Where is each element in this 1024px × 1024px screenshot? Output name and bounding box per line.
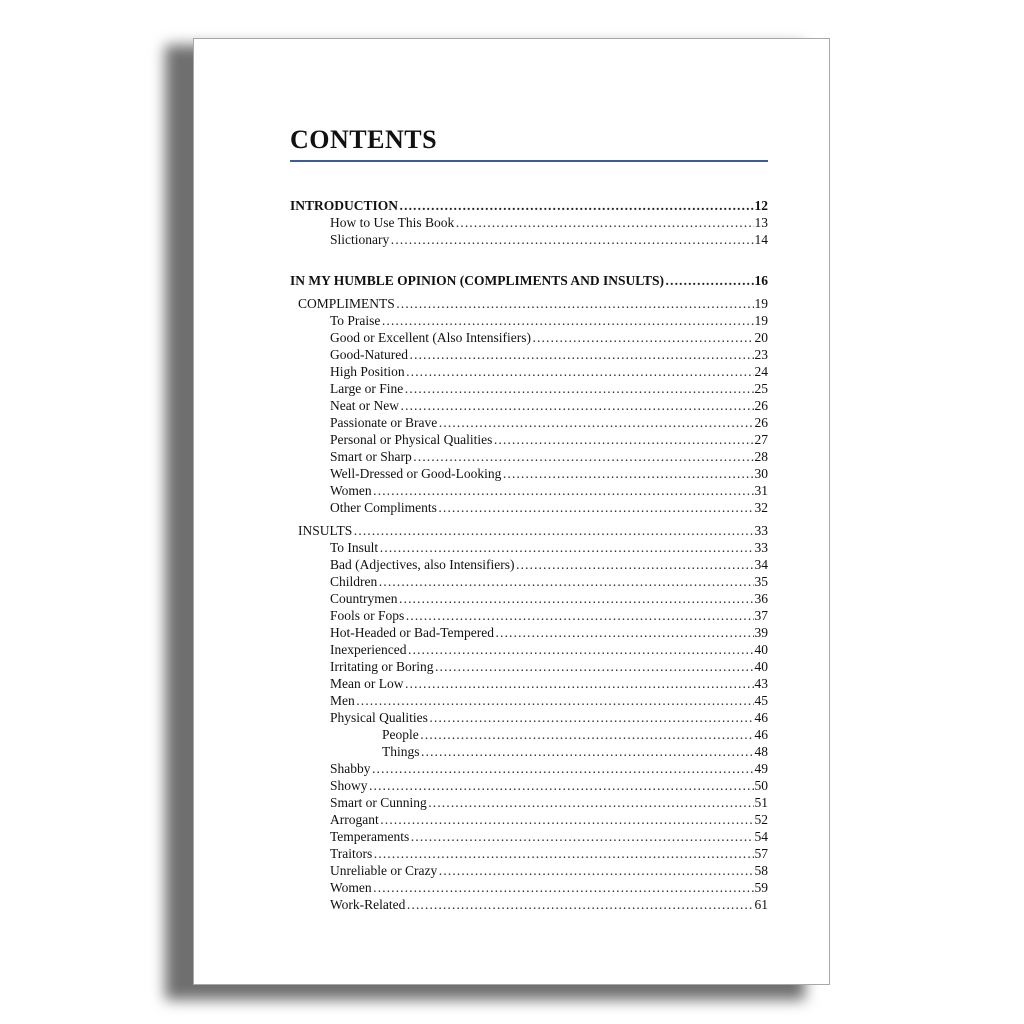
toc-leader-dots xyxy=(495,624,754,641)
toc-leader-dots xyxy=(404,380,753,397)
toc-entry-label: Things xyxy=(382,744,420,759)
toc-entry-page: 43 xyxy=(754,676,768,691)
toc-entry-label: Neat or New xyxy=(330,398,399,413)
toc-entry-page: 50 xyxy=(754,778,768,793)
toc-leader-dots xyxy=(502,465,753,482)
toc-entry[interactable] xyxy=(290,879,768,896)
toc-entry-page: 16 xyxy=(754,273,768,288)
toc-entry[interactable] xyxy=(290,499,768,516)
toc-entry-label: Well-Dressed or Good-Looking xyxy=(330,466,502,481)
toc-leader-dots xyxy=(404,675,753,692)
toc-leader-dots xyxy=(438,414,753,431)
toc-entry[interactable] xyxy=(290,624,768,641)
toc-entry[interactable] xyxy=(290,431,768,448)
toc-leader-dots xyxy=(407,641,753,658)
toc-entry[interactable] xyxy=(290,295,768,312)
toc-entry-page: 28 xyxy=(754,449,768,464)
toc-entry-label: Arrogant xyxy=(330,812,379,827)
toc-entry-page: 54 xyxy=(754,829,768,844)
toc-leader-dots xyxy=(493,431,753,448)
toc-entry-page: 40 xyxy=(754,659,768,674)
toc-leader-dots xyxy=(420,726,754,743)
toc-entry[interactable] xyxy=(290,726,768,743)
toc-leader-dots xyxy=(400,397,754,414)
toc-entry-label: Good-Natured xyxy=(330,347,408,362)
toc-entry-label: Smart or Cunning xyxy=(330,795,427,810)
toc-leader-dots xyxy=(409,346,754,363)
toc-entry-page: 52 xyxy=(754,812,768,827)
toc-entry-page: 34 xyxy=(754,557,768,572)
toc-leader-dots xyxy=(532,329,754,346)
toc-entry[interactable] xyxy=(290,482,768,499)
toc-leader-dots xyxy=(429,709,754,726)
toc-leader-dots xyxy=(406,363,754,380)
toc-entry[interactable] xyxy=(290,641,768,658)
toc-entry[interactable] xyxy=(290,811,768,828)
toc-leader-dots xyxy=(356,692,754,709)
toc-entry-label: How to Use This Book xyxy=(330,215,455,230)
toc-entry[interactable] xyxy=(290,590,768,607)
toc-entry-label: To Insult xyxy=(330,540,379,555)
toc-entry-label: INTRODUCTION xyxy=(290,198,399,213)
toc-entry[interactable] xyxy=(290,828,768,845)
page-title: CONTENTS xyxy=(290,125,438,154)
toc-entry-label: Work-Related xyxy=(330,897,406,912)
toc-entry-label: INSULTS xyxy=(298,523,353,538)
toc-entry-label: Men xyxy=(330,693,355,708)
toc-entry[interactable] xyxy=(290,777,768,794)
toc-entry[interactable] xyxy=(290,346,768,363)
toc-entry[interactable] xyxy=(290,539,768,556)
toc-entry-page: 31 xyxy=(754,483,768,498)
toc-entry-label: People xyxy=(382,727,419,742)
toc-entry-page: 49 xyxy=(754,761,768,776)
toc-entry-page: 33 xyxy=(754,540,768,555)
toc-entry-page: 12 xyxy=(754,198,768,213)
toc-leader-dots xyxy=(455,214,753,231)
document-page xyxy=(193,38,830,985)
toc-entry-page: 39 xyxy=(754,625,768,640)
toc-entry-page: 48 xyxy=(754,744,768,759)
toc-entry[interactable] xyxy=(290,794,768,811)
toc-entry-label: Women xyxy=(330,880,372,895)
toc-entry-label: High Position xyxy=(330,364,405,379)
toc-entry-page: 36 xyxy=(754,591,768,606)
toc-entry-page: 26 xyxy=(754,415,768,430)
toc-entry-label: Traitors xyxy=(330,846,373,861)
toc-entry-label: IN MY HUMBLE OPINION (COMPLIMENTS AND INSULTS) xyxy=(290,273,665,288)
toc-entry-page: 45 xyxy=(754,693,768,708)
toc-entry[interactable] xyxy=(290,845,768,862)
toc-entry-label: Personal or Physical Qualities xyxy=(330,432,493,447)
toc-leader-dots xyxy=(515,556,753,573)
toc-entry[interactable] xyxy=(290,397,768,414)
toc-entry-page: 26 xyxy=(754,398,768,413)
toc-entry[interactable] xyxy=(290,272,768,289)
toc-entry-page: 46 xyxy=(754,727,768,742)
toc-entry-page: 19 xyxy=(754,296,768,311)
toc-entry[interactable] xyxy=(290,896,768,913)
toc-entry[interactable] xyxy=(290,448,768,465)
toc-entry-label: Mean or Low xyxy=(330,676,404,691)
toc-leader-dots xyxy=(369,777,754,794)
toc-entry-page: 30 xyxy=(754,466,768,481)
toc-entry-page: 32 xyxy=(754,500,768,515)
toc-entry-page: 61 xyxy=(754,897,768,912)
toc-entry-label: Temperaments xyxy=(330,829,410,844)
toc-entry-label: Showy xyxy=(330,778,368,793)
toc-entry-page: 59 xyxy=(754,880,768,895)
toc-entry-label: To Praise xyxy=(330,313,381,328)
toc-entry-page: 33 xyxy=(754,523,768,538)
toc-leader-dots xyxy=(380,811,754,828)
toc-entry[interactable] xyxy=(290,760,768,777)
toc-entry[interactable] xyxy=(290,556,768,573)
toc-entry-label: Smart or Sharp xyxy=(330,449,412,464)
toc-entry-page: 20 xyxy=(754,330,768,345)
toc-entry[interactable] xyxy=(290,658,768,675)
toc-leader-dots xyxy=(438,862,753,879)
toc-entry[interactable] xyxy=(290,329,768,346)
toc-entry-page: 19 xyxy=(754,313,768,328)
toc-leader-dots xyxy=(399,197,753,214)
toc-entry[interactable] xyxy=(290,573,768,590)
toc-entry-label: Large or Fine xyxy=(330,381,404,396)
title-rule xyxy=(290,160,768,162)
toc-entry-label: Unreliable or Crazy xyxy=(330,863,438,878)
toc-entry-label: Countrymen xyxy=(330,591,398,606)
toc-entry-label: Inexperienced xyxy=(330,642,407,657)
toc-entry-label: Bad (Adjectives, also Intensifiers) xyxy=(330,557,515,572)
toc-leader-dots xyxy=(421,743,754,760)
toc-entry-label: Women xyxy=(330,483,372,498)
toc-entry[interactable] xyxy=(290,197,768,214)
toc-entry-page: 13 xyxy=(754,215,768,230)
toc-entry[interactable] xyxy=(290,312,768,329)
toc-leader-dots xyxy=(390,231,753,248)
toc-entry[interactable] xyxy=(290,743,768,760)
toc-entry-page: 51 xyxy=(754,795,768,810)
toc-entry-page: 35 xyxy=(754,574,768,589)
toc-entry-page: 46 xyxy=(754,710,768,725)
toc-entry[interactable] xyxy=(290,380,768,397)
toc-entry-page: 24 xyxy=(754,364,768,379)
toc-entry-label: Good or Excellent (Also Intensifiers) xyxy=(330,330,531,345)
toc-leader-dots xyxy=(410,828,753,845)
toc-leader-dots xyxy=(399,590,754,607)
toc-entry-page: 37 xyxy=(754,608,768,623)
toc-entry-label: Shabby xyxy=(330,761,371,776)
toc-leader-dots xyxy=(396,295,754,312)
toc-leader-dots xyxy=(372,760,754,777)
toc-entry-page: 58 xyxy=(754,863,768,878)
toc-entry-page: 57 xyxy=(754,846,768,861)
toc-leader-dots xyxy=(413,448,754,465)
toc-entry-page: 27 xyxy=(754,432,768,447)
toc-entry-label: COMPLIMENTS xyxy=(298,296,395,311)
toc-entry[interactable] xyxy=(290,607,768,624)
toc-entry[interactable] xyxy=(290,675,768,692)
toc-leader-dots xyxy=(428,794,754,811)
toc-entry[interactable] xyxy=(290,414,768,431)
toc-entry[interactable] xyxy=(290,465,768,482)
table-of-contents xyxy=(290,197,768,913)
toc-entry[interactable] xyxy=(290,862,768,879)
toc-leader-dots xyxy=(665,272,753,289)
toc-leader-dots xyxy=(381,312,753,329)
toc-leader-dots xyxy=(434,658,753,675)
toc-entry-label: Children xyxy=(330,574,378,589)
toc-entry-label: Slictionary xyxy=(330,232,390,247)
toc-leader-dots xyxy=(378,573,753,590)
toc-entry-label: Other Compliments xyxy=(330,500,437,515)
toc-entry[interactable] xyxy=(290,692,768,709)
toc-entry-page: 14 xyxy=(754,232,768,247)
toc-entry-page: 40 xyxy=(754,642,768,657)
toc-leader-dots xyxy=(373,879,754,896)
toc-entry[interactable] xyxy=(290,231,768,248)
toc-leader-dots xyxy=(373,845,753,862)
toc-entry-label: Physical Qualities xyxy=(330,710,428,725)
toc-leader-dots xyxy=(353,522,753,539)
toc-leader-dots xyxy=(438,499,754,516)
toc-entry-page: 25 xyxy=(754,381,768,396)
toc-leader-dots xyxy=(406,896,753,913)
toc-leader-dots xyxy=(379,539,753,556)
toc-entry-page: 23 xyxy=(754,347,768,362)
toc-entry[interactable] xyxy=(290,709,768,726)
toc-leader-dots xyxy=(405,607,753,624)
toc-entry-label: Irritating or Boring xyxy=(330,659,434,674)
toc-entry[interactable] xyxy=(290,363,768,380)
toc-entry-label: Passionate or Brave xyxy=(330,415,438,430)
toc-entry-label: Fools or Fops xyxy=(330,608,405,623)
toc-entry[interactable] xyxy=(290,214,768,231)
toc-leader-dots xyxy=(373,482,754,499)
toc-entry[interactable] xyxy=(290,522,768,539)
toc-entry-label: Hot-Headed or Bad-Tempered xyxy=(330,625,494,640)
